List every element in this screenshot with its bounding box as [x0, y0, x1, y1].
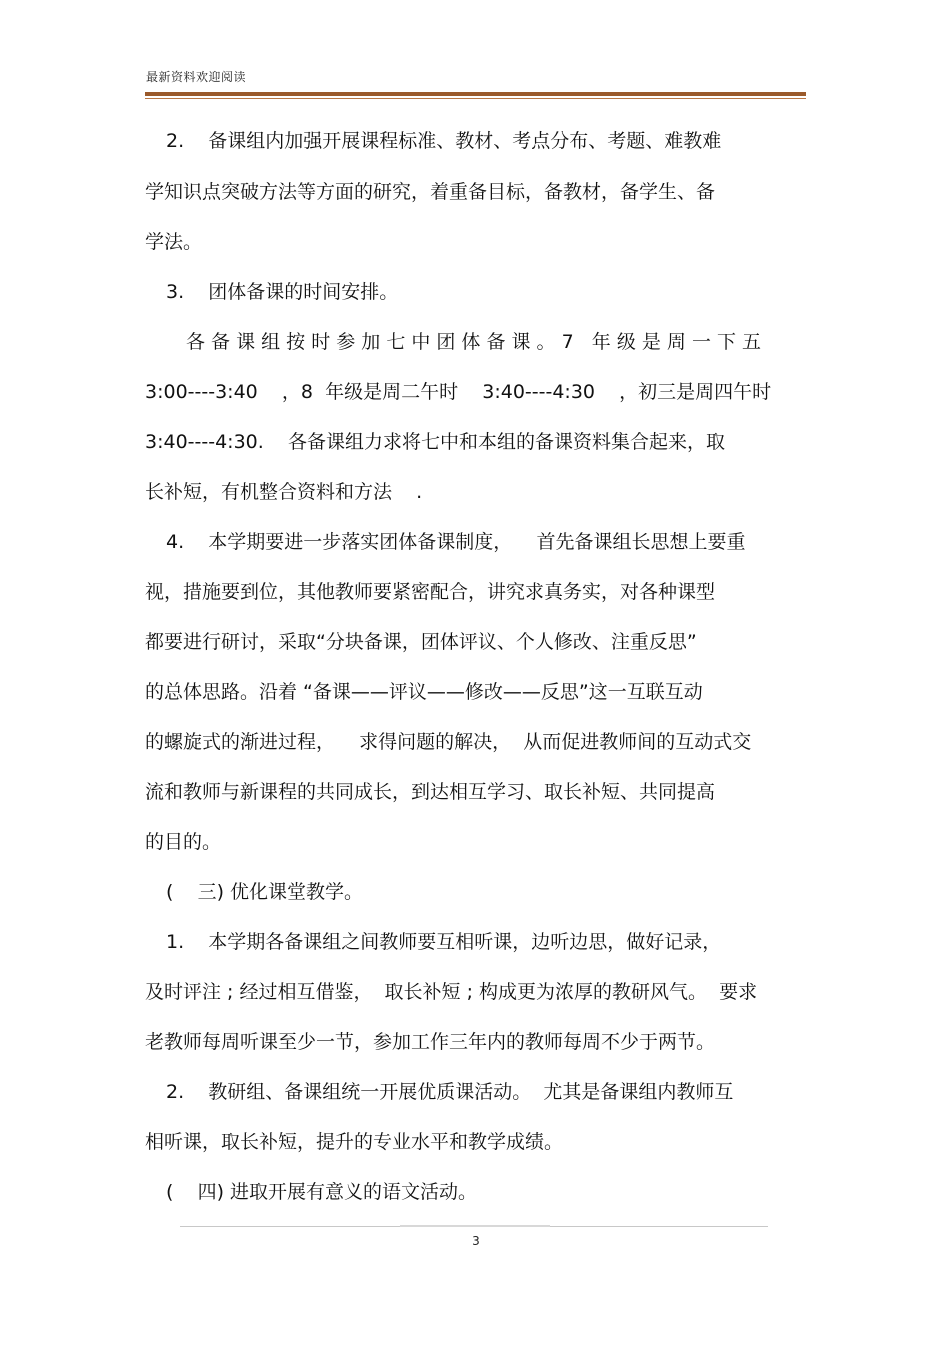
text-line: 视，措施要到位，其他教师要紧密配合，讲究求真务实，对各种课型 [145, 581, 716, 603]
footer-rule-accent [400, 1225, 550, 1227]
section-heading: ( 四) 进取开展有意义的语文活动。 [166, 1181, 478, 1203]
text-line: 长补短，有机整合资料和方法 . [145, 481, 423, 503]
text-line: 学法。 [145, 231, 203, 253]
header-rule-thick [145, 92, 806, 96]
text-line: 的目的。 [145, 831, 222, 853]
text-line: 都要进行研讨，采取“分块备课，团体评议、个人修改、注重反思” [145, 631, 697, 653]
text-line: 3:40----4:30. 各备课组力求将七中和本组的备课资料集合起来，取 [145, 431, 725, 453]
text-line: 3:00----3:40 ，8 年级是周二午时 3:40----4:30 ，初三是周四午时 [145, 381, 772, 403]
text-line: 相听课，取长补短，提升的专业水平和教学成绩。 [145, 1131, 564, 1153]
text-line: 学知识点突破方法等方面的研究，着重备目标，备教材，备学生、备 [145, 181, 716, 203]
text-line: 的总体思路。沿着 “备课——评议——修改——反思”这一互联互动 [145, 681, 703, 703]
text-line: 各 备 课 组 按 时 参 加 七 中 团 体 备 课 。 7 年 级 是 周 一 下 五 [186, 331, 762, 353]
text-line: 2. 备课组内加强开展课程标准、教材、考点分布、考题、难教难 [166, 130, 722, 152]
header-title: 最新资料欢迎阅读 [146, 70, 247, 84]
text-line: 4. 本学期要进一步落实团体备课制度， 首先备课组长思想上要重 [166, 531, 746, 553]
section-heading: ( 三) 优化课堂教学。 [166, 881, 364, 903]
text-line: 及时评注 ; 经过相互借鉴， 取长补短 ; 构成更为浓厚的教研风气。 要求 [145, 981, 758, 1003]
text-line: 2. 教研组、备课组统一开展优质课活动。 尤其是备课组内教师互 [166, 1081, 734, 1103]
text-line: 的螺旋式的渐进过程， 求得问题的解决， 从而促进教师间的互动式交 [145, 731, 752, 753]
text-line: 3. 团体备课的时间安排。 [166, 281, 399, 303]
text-line: 流和教师与新课程的共同成长，到达相互学习、取长补短、共同提高 [145, 781, 716, 803]
page-number: 3 [472, 1234, 480, 1248]
header-rule-thin [145, 98, 806, 99]
text-line: 老教师每周听课至少一节，参加工作三年内的教师每周不少于两节。 [145, 1031, 716, 1053]
text-line: 1. 本学期各备课组之间教师要互相听课，边听边思，做好记录， [166, 931, 722, 953]
